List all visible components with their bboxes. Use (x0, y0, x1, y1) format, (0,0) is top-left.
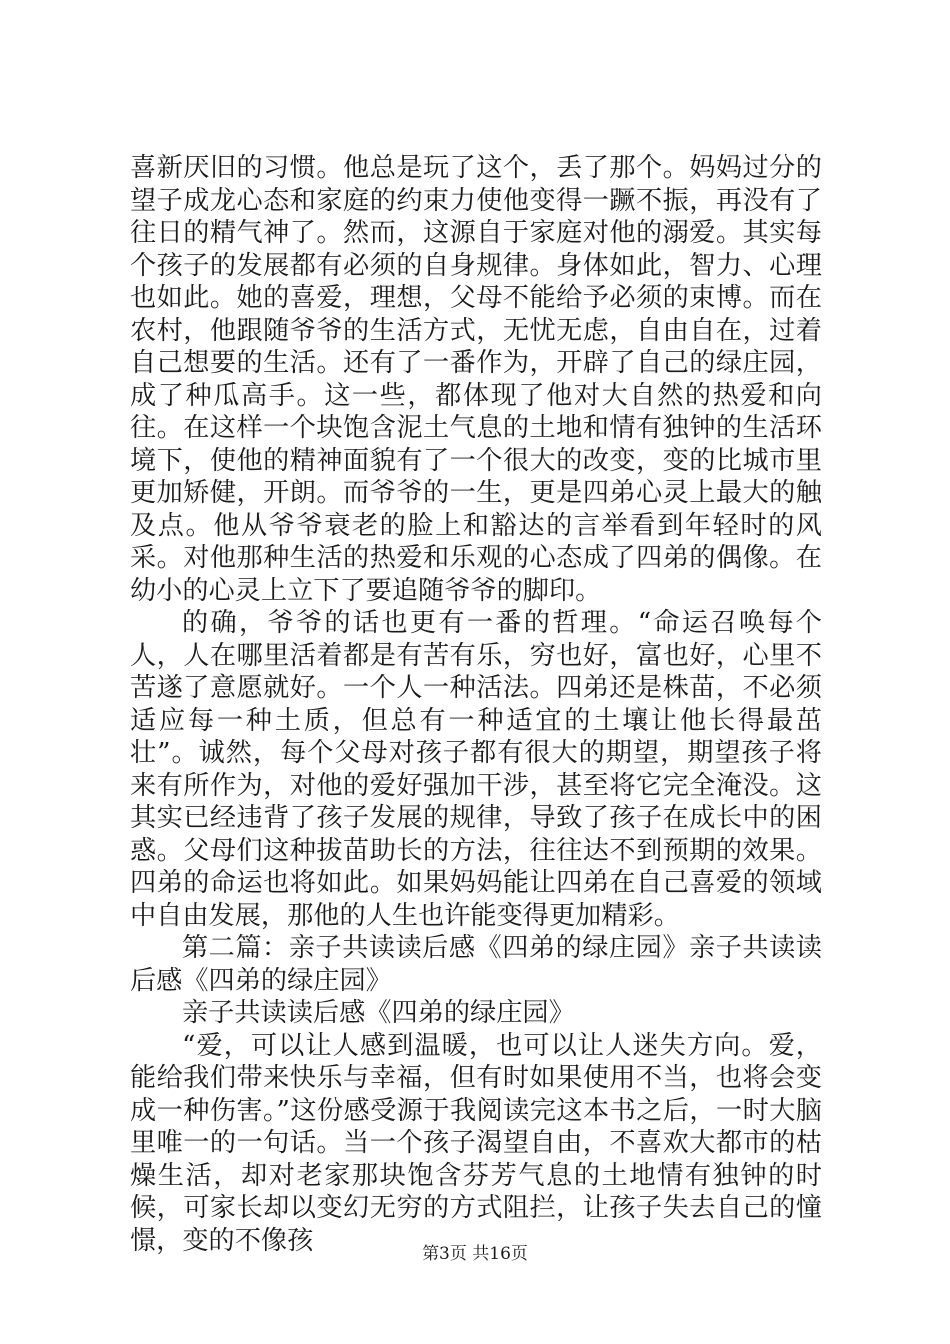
document-body (130, 152, 822, 1257)
paragraph-continued: 喜新厌旧的习惯。他总是玩了这个，丢了那个。妈妈过分的望子成龙心态和家庭的约束力使他变得一蹶不振，再没有了往日的精气神了。然而，这源自于家庭对他的溺爱。其实每个孩子的发展都有必须的自身规律。身体如此，智力、心理也如此。她的喜爱，理想，父母不能给予必须的束博。而在农村，他跟随爷爷的生活方式，无忧无虑，自由自在，过着自己想要的生活。还有了一番作为，开辟了自己的绿庄园，成了种瓜高手。这一些，都体现了他对大自然的热爱和向往。在这样一个块饱含泥土气息的土地和情有独钟的生活环境下，使他的精神面貌有了一个很大的改变，变的比城市里更加矫健，开朗。而爷爷的一生，更是四弟心灵上最大的触及点。他从爷爷衰老的脸上和豁达的言举看到年轻时的风采。对他那种生活的热爱和乐观的心态成了四弟的偶像。在幼小的心灵上立下了要追随爷爷的脚印。 (130, 153, 822, 606)
page-number-footer: 第3页 共16页 (422, 1244, 528, 1264)
paragraph-love-quote: “爱，可以让人感到温暖，也可以让人迷失方向。爱，能给我们带来快乐与幸福，但有时如果使用不当，也将会变成一种伤害。”这份感受源于我阅读完这本书之后，一时大脑里唯一的一句话。当一个孩子渴望自由，不喜欢大都市的枯燥生活，却对老家那块饱含芬芳气息的土地情有独钟的时候，可家长却以变幻无穷的方式阻拦，让孩子失去自己的憧憬，变的不像孩 (130, 1030, 822, 1256)
article-title: 亲子共读读后感《四弟的绿庄园》 (182, 998, 575, 1028)
section-heading-part-two: 第二篇：亲子共读读后感《四弟的绿庄园》亲子共读读后感《四弟的绿庄园》 (130, 933, 822, 996)
paragraph-grandfather-words: 的确，爷爷的话也更有一番的哲理。“命运召唤每个人，人在哪里活着都是有苦有乐，穷也好，富也好，心里不苦遂了意愿就好。一个人一种活法。四弟还是株苗，不必须适应每一种土质，但总有一种适宜的土壤让他长得最茁壮”。诚然，每个父母对孩子都有很大的期望，期望孩子将来有所作为，对他的爱好强加干涉，甚至将它完全淹没。这其实已经违背了孩子发展的规律，导致了孩子在成长中的困惑。父母们这种拔苗助长的方法，往往达不到预期的效果。四弟的命运也将如此。如果妈妈能让四弟在自己喜爱的领域中自由发展，那他的人生也许能变得更加精彩。 (130, 608, 822, 931)
